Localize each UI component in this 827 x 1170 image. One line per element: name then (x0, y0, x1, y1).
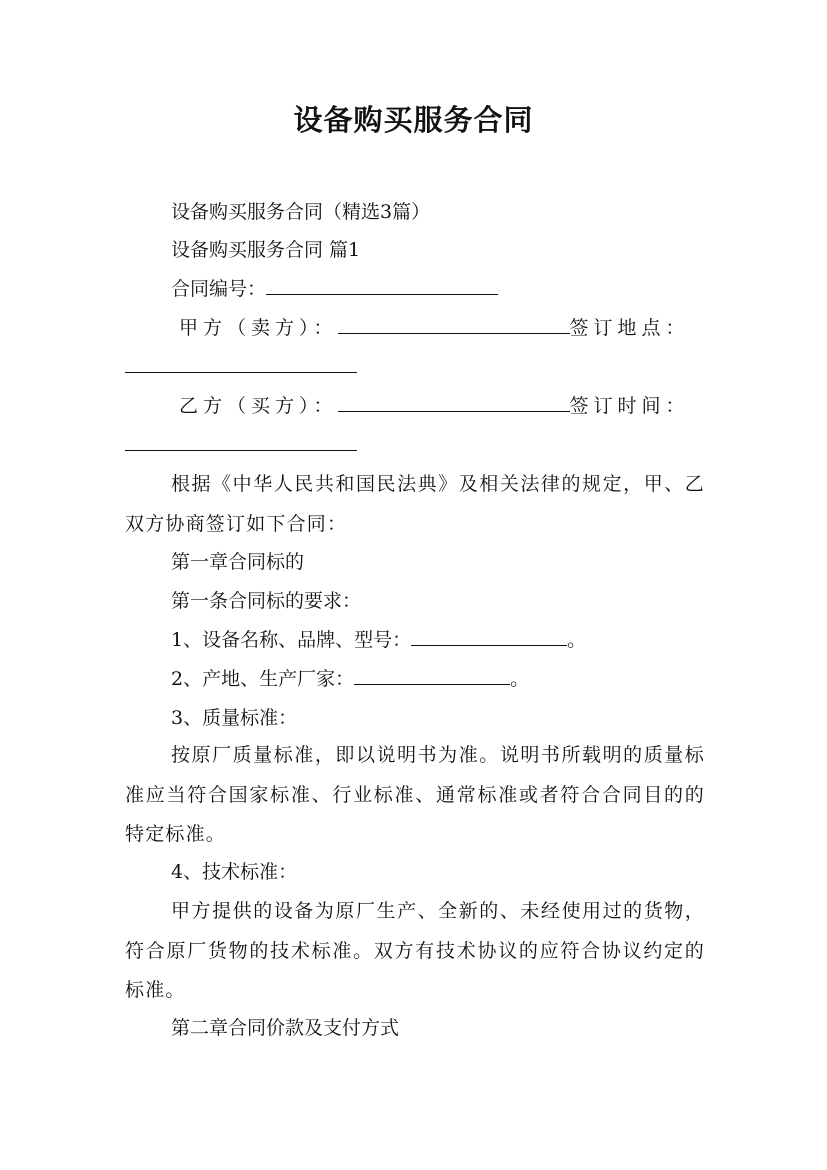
item-4-heading: 4、技术标准： (171, 861, 298, 883)
sign-place-blank (125, 352, 357, 373)
quality-paragraph: 按原厂质量标准，即以说明书为准。说明书所载明的质量标准应当符合国家标准、行业标准、通常标准或者符合合同目的的特定标准。 (125, 744, 705, 845)
item-2-row (125, 660, 751, 699)
section-heading: 设备购买服务合同 篇1 (171, 239, 361, 261)
item-1-blank (411, 625, 567, 646)
contract-number-label: 合同编号： (171, 278, 267, 300)
chapter-2-heading: 第二章合同价款及支付方式 (171, 1017, 400, 1039)
party-b-blank (338, 391, 570, 412)
sign-place-label: 签订地点： (569, 317, 690, 339)
subtitle: 设备购买服务合同（精选3篇） (171, 201, 431, 223)
party-b-row (125, 387, 759, 426)
sign-time-row (125, 426, 705, 465)
item-2-end: 。 (510, 668, 530, 690)
item-1-end: 。 (567, 629, 587, 651)
intro-paragraph: 根据《中华人民共和国民法典》及相关法律的规定，甲、乙双方协商签订如下合同： (125, 473, 705, 535)
party-a-blank (338, 313, 570, 334)
item-2-label: 2、产地、生产厂家： (171, 668, 355, 690)
document-title: 设备购买服务合同 (293, 103, 534, 137)
technical-paragraph: 甲方提供的设备为原厂生产、全新的、未经使用过的货物，符合原厂货物的技术标准。双方有技术协议的应符合协议约定的标准。 (125, 900, 705, 1001)
item-1-row (125, 621, 751, 660)
item-1-label: 1、设备名称、品牌、型号： (171, 629, 412, 651)
party-a-row (125, 309, 759, 348)
party-a-label: 甲方（卖方）： (179, 317, 338, 339)
sign-time-blank (125, 430, 357, 451)
chapter-1-heading: 第一章合同标的 (171, 551, 305, 573)
item-3-heading: 3、质量标准： (171, 707, 298, 729)
contract-number-blank (266, 274, 498, 295)
sign-place-row (125, 348, 705, 387)
sign-time-label: 签订时间： (569, 395, 690, 417)
article-1-heading: 第一条合同标的要求： (171, 590, 362, 612)
item-2-blank (354, 664, 510, 685)
contract-number-row (125, 270, 751, 309)
party-b-label: 乙方（买方）： (179, 395, 338, 417)
